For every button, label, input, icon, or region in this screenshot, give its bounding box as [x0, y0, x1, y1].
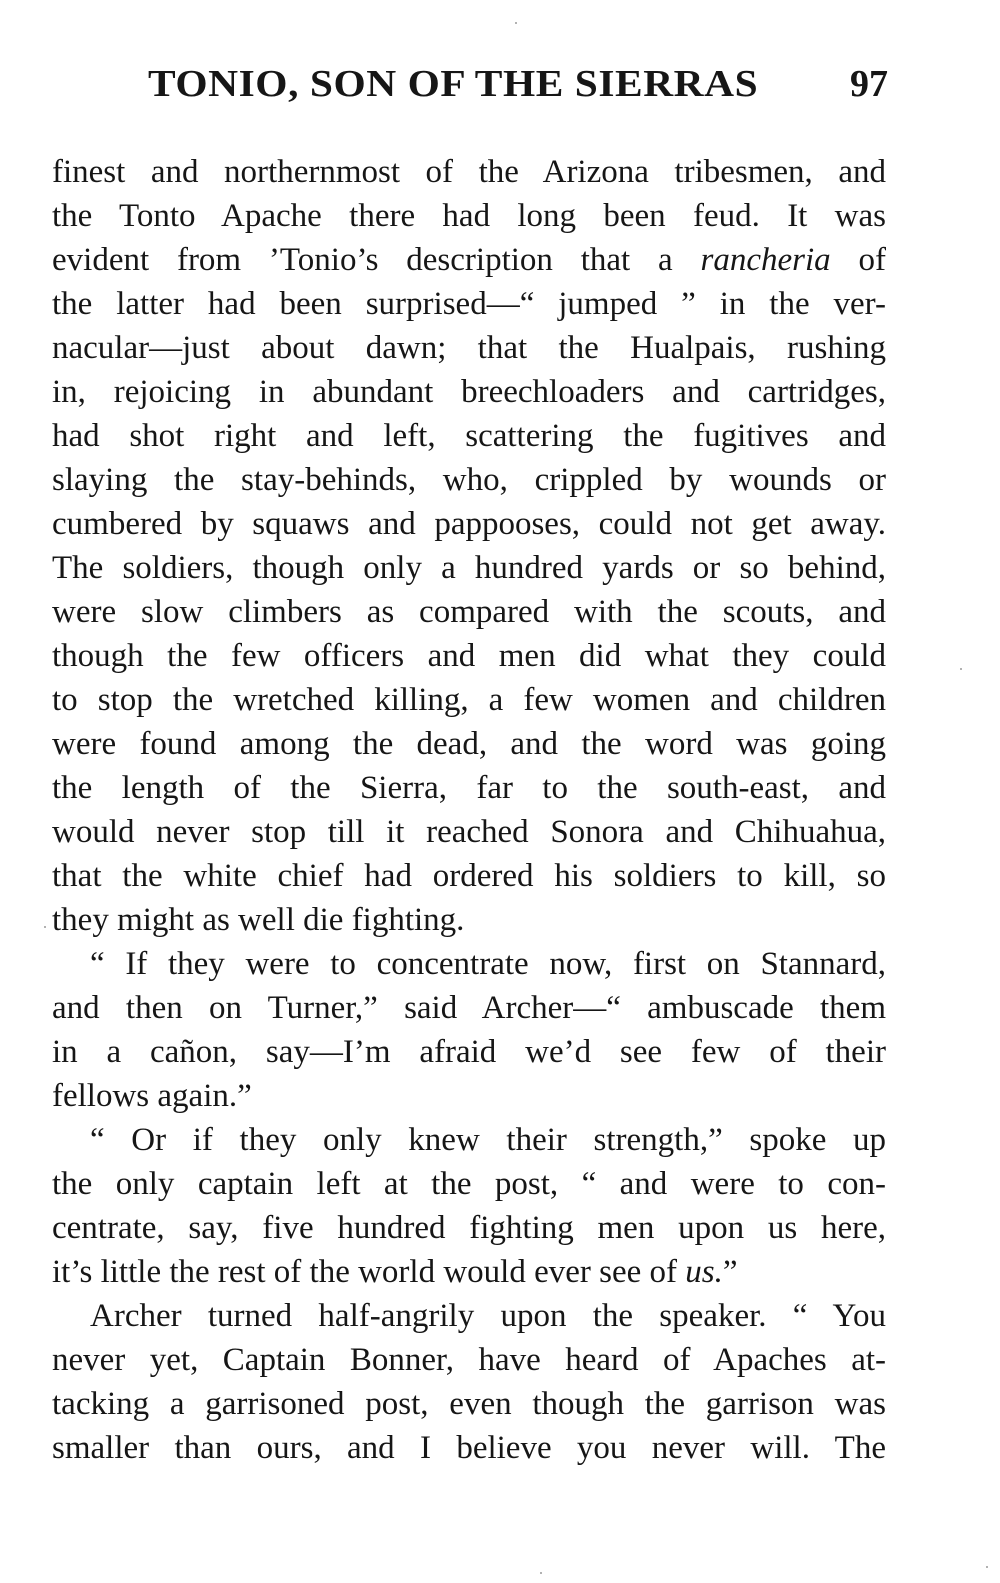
italic-word: us.	[685, 1254, 723, 1290]
paragraph-end-line: they might as well die fighting.	[52, 902, 465, 938]
text-line: would never stop till it reached Sonora and Chihuahua,	[52, 814, 886, 850]
italic-word: rancheria	[700, 242, 831, 278]
text-line: the length of the Sierra, far to the south-east, and	[52, 770, 886, 806]
text-line: evident from ’Tonio’s description that a rancheria of	[52, 242, 887, 278]
text-line: the only captain left at the post, “ and were to con-	[52, 1166, 886, 1202]
text-line: tacking a garrisoned post, even though the garrison was	[52, 1386, 886, 1422]
text-line: and then on Turner,” said Archer—“ ambuscade them	[52, 990, 886, 1026]
running-title: TONIO, SON OF THE SIERRAS	[148, 63, 759, 105]
text-line: centrate, say, five hundred fighting men upon us here,	[52, 1210, 886, 1246]
paragraph-end-line: it’s little the rest of the world would ever see of us.”	[52, 1254, 738, 1290]
text-line: never yet, Captain Bonner, have heard of Apaches at-	[52, 1342, 886, 1378]
text-line: that the white chief had ordered his soldiers to kill, so	[52, 858, 886, 894]
paper-speck	[44, 926, 46, 928]
running-head	[148, 62, 888, 114]
paragraph-start-line: Archer turned half-angrily upon the speaker. “ You	[90, 1298, 886, 1334]
paper-speck	[960, 668, 962, 670]
paper-speck	[986, 1566, 988, 1568]
paragraph-start-line: “ If they were to concentrate now, first on Stannard,	[90, 946, 886, 982]
text-line: were found among the dead, and the word was going	[52, 726, 886, 762]
text-line: nacular—just about dawn; that the Hualpais, rushing	[52, 330, 886, 366]
page-number: 97	[850, 63, 888, 105]
paragraph-end-line: fellows again.”	[52, 1078, 252, 1114]
text-line: cumbered by squaws and pappooses, could not get away.	[52, 506, 886, 542]
body-text	[52, 150, 886, 1470]
text-line: the Tonto Apache there had long been feud. It was	[52, 198, 886, 234]
text-line: The soldiers, though only a hundred yards or so behind,	[52, 550, 886, 586]
text-line: though the few officers and men did what they could	[52, 638, 886, 674]
text-line: finest and northernmost of the Arizona tribesmen, and	[52, 154, 886, 190]
text-line: in a cañon, say—I’m afraid we’d see few of their	[52, 1034, 886, 1070]
paper-speck	[540, 1572, 542, 1574]
text-line: had shot right and left, scattering the fugitives and	[52, 418, 886, 454]
text-line: in, rejoicing in abundant breechloaders and cartridges,	[52, 374, 886, 410]
paper-speck	[515, 22, 517, 24]
text-line: the latter had been surprised—“ jumped ” in the ver-	[52, 286, 886, 322]
text-line: slaying the stay-behinds, who, crippled by wounds or	[52, 462, 886, 498]
paragraph-start-line: “ Or if they only knew their strength,” spoke up	[90, 1122, 886, 1158]
text-line: were slow climbers as compared with the scouts, and	[52, 594, 886, 630]
text-line: smaller than ours, and I believe you never will. The	[52, 1430, 886, 1466]
text-line: to stop the wretched killing, a few women and children	[52, 682, 886, 718]
